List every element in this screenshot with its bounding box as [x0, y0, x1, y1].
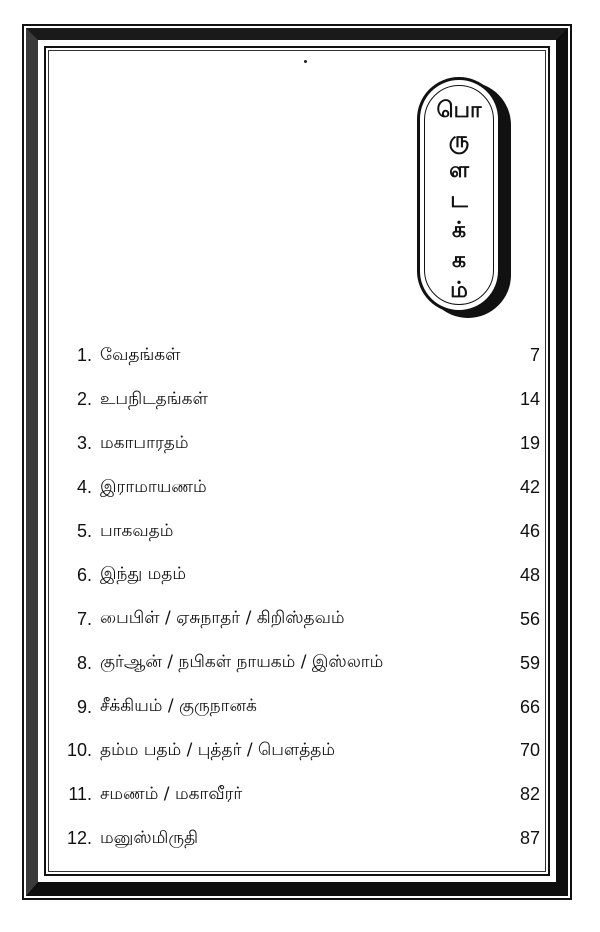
entry-title: பாகவதம் — [100, 520, 174, 541]
entry-number: 2. — [76, 389, 92, 410]
entry-number: 5. — [76, 521, 92, 541]
entry-number: 3. — [76, 433, 92, 454]
entry-title: இராமாயணம் — [100, 476, 207, 497]
entry-page-number: 66 — [519, 696, 540, 717]
title-letter: ரு — [448, 128, 470, 153]
entry-page-number: 14 — [519, 389, 540, 410]
entry-title: குர்ஆன் / நபிகள் நாயகம் / இஸ்லாம் — [100, 652, 384, 673]
toc-entry[interactable] — [60, 773, 540, 817]
entry-page-number: 59 — [519, 652, 540, 673]
entry-number: 4. — [76, 477, 92, 498]
entry-page-number: 87 — [519, 828, 540, 849]
ink-speck — [304, 60, 307, 63]
contents-title — [424, 96, 494, 306]
entry-page-number: 42 — [519, 477, 540, 498]
entry-number: 1. — [76, 345, 92, 366]
entry-page-number: 46 — [519, 521, 540, 541]
table-of-contents — [60, 334, 540, 861]
toc-entry[interactable] — [60, 422, 540, 466]
entry-title: இந்து மதம் — [100, 564, 187, 585]
entry-title: உபநிடதங்கள் — [100, 388, 208, 409]
entry-title: சீக்கியம் / குருநானக் — [100, 696, 257, 717]
title-letter: ம் — [450, 278, 468, 303]
entry-number: 11. — [68, 784, 92, 805]
toc-entry[interactable] — [60, 685, 540, 729]
entry-page-number: 82 — [519, 784, 540, 805]
toc-entry[interactable] — [60, 510, 540, 554]
title-letter: ள — [449, 158, 469, 183]
entry-title: தம்ம பதம் / புத்தர் / பௌத்தம் — [100, 739, 336, 760]
title-letter: ட — [450, 188, 468, 213]
title-letter: க — [451, 248, 467, 273]
toc-entry[interactable] — [60, 597, 540, 641]
toc-entry[interactable] — [60, 553, 540, 597]
entry-number: 9. — [76, 696, 92, 717]
entry-page-number: 48 — [519, 564, 540, 585]
toc-entry[interactable] — [60, 641, 540, 685]
title-letter: க் — [451, 218, 467, 243]
entry-title: மகாபாரதம் — [100, 432, 189, 453]
entry-number: 6. — [76, 564, 92, 585]
title-letter: பொ — [436, 98, 482, 123]
toc-entry[interactable] — [60, 729, 540, 773]
entry-title: சமணம் / மகாவீரர் — [100, 783, 243, 804]
toc-entry[interactable] — [60, 817, 540, 861]
toc-entry[interactable] — [60, 334, 540, 378]
entry-title: வேதங்கள் — [100, 344, 181, 365]
toc-entry[interactable] — [60, 466, 540, 510]
entry-number: 7. — [76, 608, 92, 629]
entry-page-number: 7 — [529, 345, 540, 366]
entry-page-number: 70 — [519, 740, 540, 761]
toc-entry[interactable] — [60, 378, 540, 422]
entry-title: பைபிள் / ஏசுநாதர் / கிறிஸ்தவம் — [100, 608, 345, 629]
entry-number: 12. — [66, 828, 92, 849]
entry-title: மனுஸ்மிருதி — [100, 827, 199, 848]
entry-number: 8. — [76, 652, 92, 673]
entry-page-number: 56 — [519, 608, 540, 629]
entry-page-number: 19 — [519, 433, 540, 454]
entry-number: 10. — [66, 740, 92, 761]
